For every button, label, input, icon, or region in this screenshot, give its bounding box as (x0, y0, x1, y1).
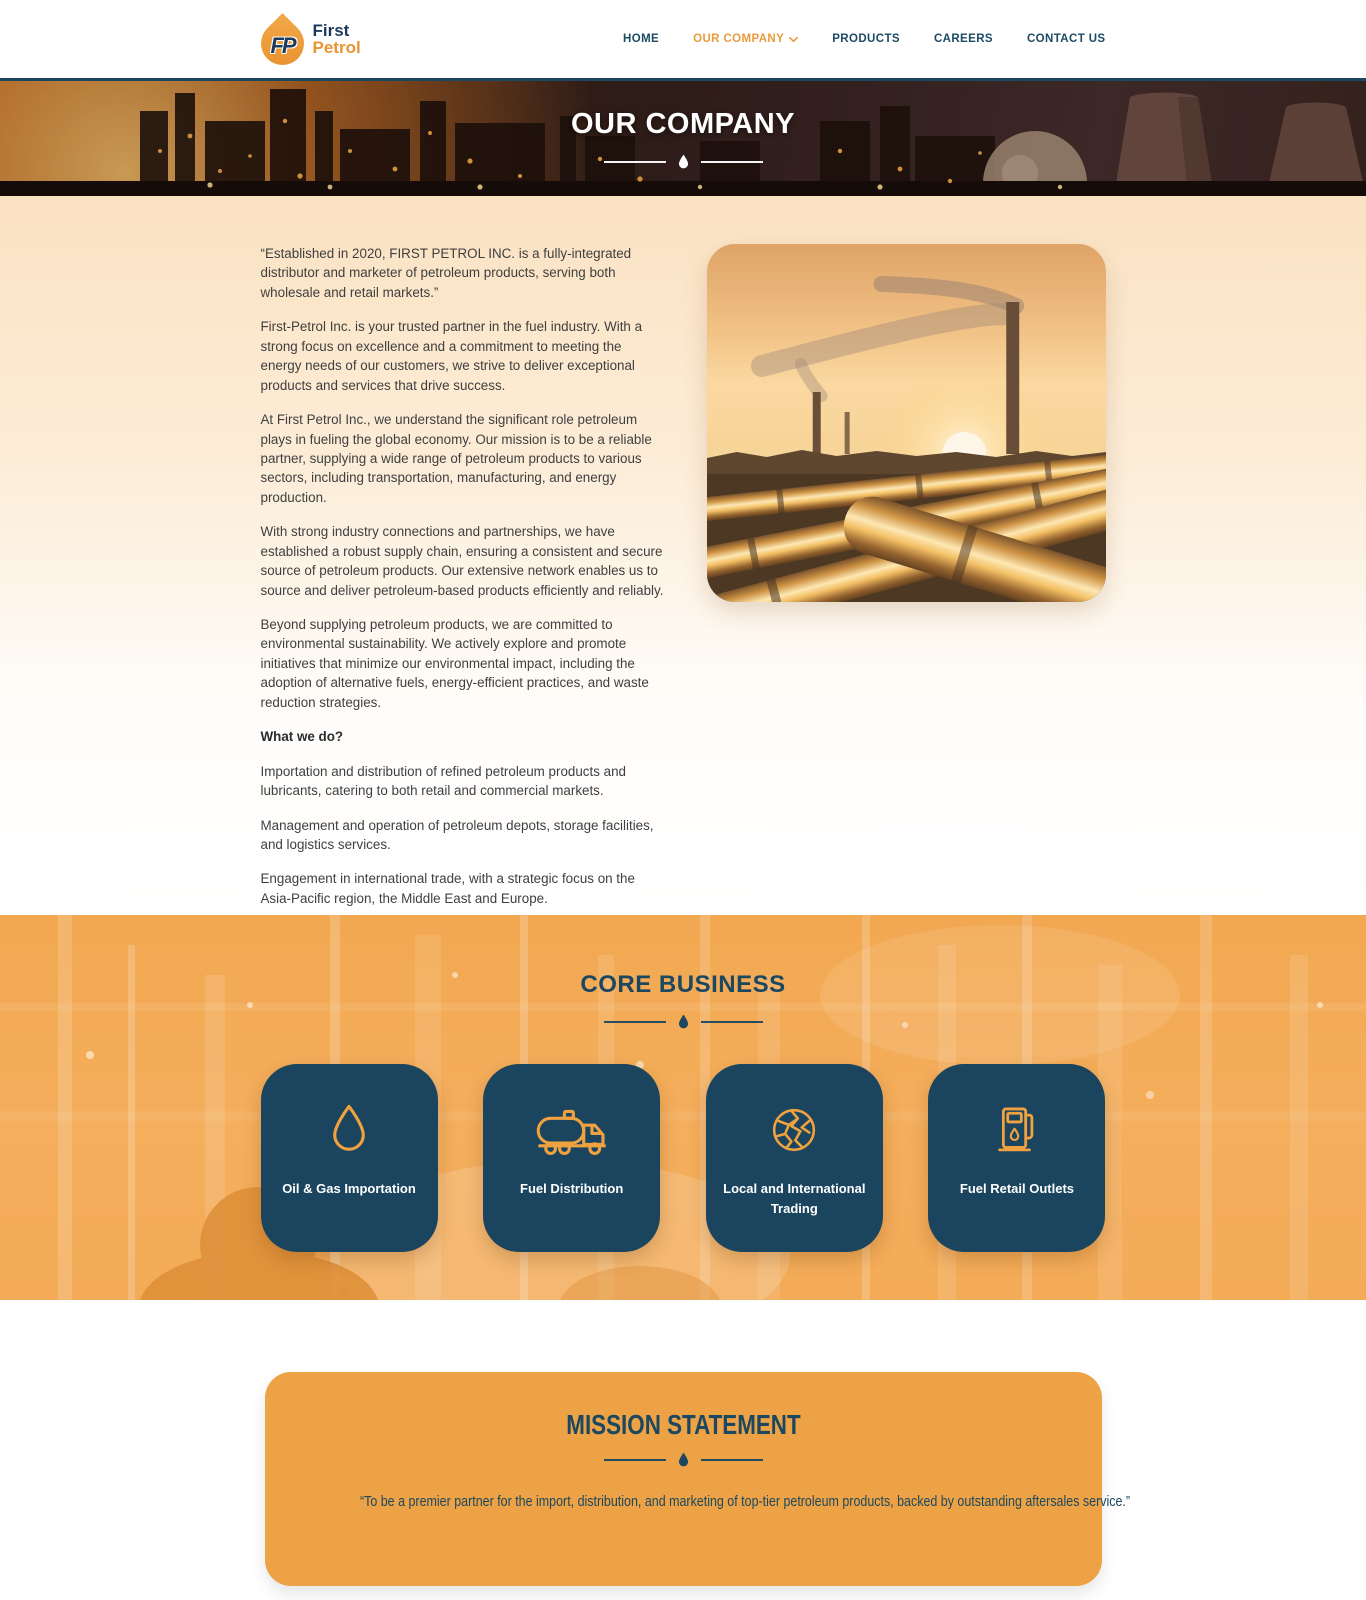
mission-title: MISSION STATEMENT (565, 1409, 801, 1440)
about-paragraph: “Established in 2020, FIRST PETROL INC. is a fully-integrated distributor and marketer of petroleum products, serving both wholesale and retail markets.” (260, 246, 632, 300)
about-paragraph: First-Petrol Inc. is your trusted partner in the fuel industry. With a strong focus on excellence and a commitment to meeting the energy needs of our customers, we strive to deliver exceptional products and services that drive success. (260, 319, 643, 393)
nav-item-careers[interactable] (934, 33, 993, 45)
logo-word-petrol: Petrol (312, 38, 361, 57)
what-we-do-item: Management and operation of petroleum depots, storage facilities, and logistics services. (260, 817, 654, 852)
droplet-icon (678, 1014, 689, 1029)
card-label: Fuel Distribution (520, 1181, 624, 1196)
divider-line (604, 161, 666, 163)
nav-label: HOME (623, 33, 660, 45)
divider-line (701, 1021, 763, 1023)
card-label: Local and International Trading (723, 1181, 866, 1217)
divider-line (604, 1459, 666, 1461)
droplet-icon (678, 154, 689, 169)
divider-line (604, 1021, 666, 1023)
nav-item-products[interactable] (832, 33, 900, 45)
brand-logo[interactable] (261, 14, 361, 65)
droplet-icon (678, 1452, 689, 1467)
tanker-truck-icon (533, 1094, 611, 1166)
mission-statement-box (265, 1372, 1130, 1586)
site-header (0, 0, 1366, 81)
nav-item-contact-us[interactable] (1027, 33, 1106, 45)
card-fuel-retail-outlets[interactable] (928, 1064, 1105, 1252)
nav-label: PRODUCTS (832, 33, 900, 45)
card-label: Oil & Gas Importation (282, 1181, 416, 1196)
card-local-international-trading[interactable] (706, 1064, 883, 1252)
chevron-down-icon (789, 35, 798, 44)
about-section (0, 196, 1366, 915)
about-paragraph: Beyond supplying petroleum products, we are committed to environmental sustainability. We actively explore and promote initiatives that minimize our environmental impact, including the adoption of alternative fuels, energy-efficient practices, and waste reduction strategies. (260, 617, 649, 710)
fuel-pump-icon (986, 1094, 1048, 1166)
logo-wordmark (313, 22, 361, 57)
core-business-section (0, 915, 1366, 1300)
divider-line (701, 161, 763, 163)
mission-statement-text: “To be a premier partner for the import, distribution, and marketing of top-tier petroleum products, backed by outstanding aftersales service.” (359, 1494, 1130, 1510)
nav-item-our-company[interactable] (693, 33, 798, 45)
section-divider (604, 154, 763, 169)
mission-section (0, 1300, 1366, 1600)
divider-line (701, 1459, 763, 1461)
what-we-do-heading: What we do? (260, 729, 344, 745)
logo-monogram: FP (269, 32, 295, 57)
main-nav (623, 33, 1105, 45)
logo-word-first: First (312, 20, 350, 40)
pipelines-sunset-image (707, 244, 1106, 602)
hero-banner (0, 81, 1366, 196)
nav-label: OUR COMPANY (693, 33, 785, 45)
card-label: Fuel Retail Outlets (959, 1181, 1075, 1196)
section-divider (0, 1014, 1366, 1029)
core-business-title: CORE BUSINESS (580, 971, 786, 998)
logo-droplet-icon (252, 13, 313, 74)
droplet-icon (318, 1094, 380, 1166)
nav-label: CAREERS (933, 33, 993, 45)
what-we-do-item: Engagement in international trade, with a strategic focus on the Asia-Pacific region, the Middle East and Europe. (260, 871, 635, 906)
globe-icon (762, 1094, 826, 1166)
nav-label: CONTACT US (1026, 33, 1106, 45)
about-text-column (261, 244, 664, 923)
core-business-cards (261, 1064, 1106, 1252)
page-title: OUR COMPANY (570, 108, 796, 140)
card-fuel-distribution[interactable] (483, 1064, 660, 1252)
nav-item-home[interactable] (623, 33, 659, 45)
what-we-do-item: Importation and distribution of refined petroleum products and lubricants, catering to both retail and commercial markets. (260, 763, 626, 799)
section-divider (265, 1452, 1102, 1467)
about-paragraph: At First Petrol Inc., we understand the significant role petroleum plays in fueling the global economy. Our mission is to be a reliable partner, supplying a wide range of petroleum products to various sectors, including transportation, manufacturing, and energy production. (260, 412, 652, 505)
about-paragraph: With strong industry connections and partnerships, we have established a robust supply chain, ensuring a consistent and secure source of petroleum products. Our extensive network enables us to source and deliver petroleum-based products efficiently and reliably. (260, 524, 664, 598)
card-oil-gas-importation[interactable] (261, 1064, 438, 1252)
